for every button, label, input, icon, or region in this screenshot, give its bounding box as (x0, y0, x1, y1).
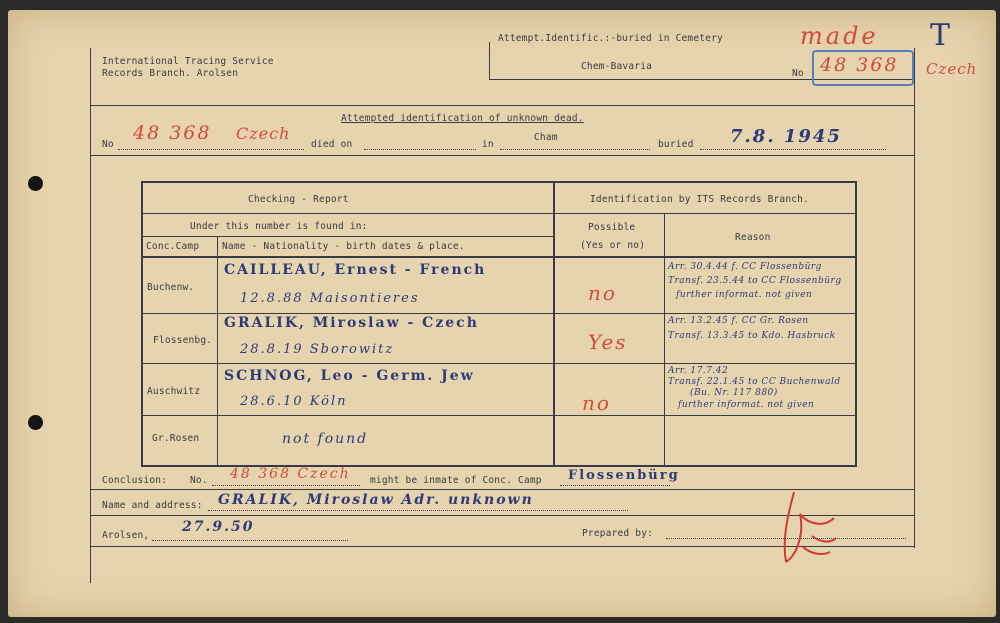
table-row-possible: no (582, 391, 611, 415)
table-row-reason2: Transf. 23.5.44 to CC Flossenbürg (668, 276, 842, 286)
record-no-label: No (102, 139, 114, 150)
conclusion-no-dots (212, 485, 360, 486)
table-row-reason3: (Bu. Nr. 117 880) (690, 388, 778, 398)
corner-letter: T (930, 18, 953, 53)
table-line-v1 (217, 236, 218, 467)
table-row-reason1: Arr. 30.4.44 f. CC Flossenbürg (668, 262, 822, 272)
table-line-h1 (141, 213, 857, 214)
arolsen-date-dots (152, 540, 348, 541)
cemetery-name: Chem-Bavaria (581, 61, 653, 72)
record-no-nationality: Czech (236, 124, 291, 143)
table-row-reason1: Arr. 13.2.45 f. CC Gr. Rosen (668, 316, 809, 326)
checking-header: Checking - Report (248, 194, 349, 205)
place-dots (500, 149, 650, 150)
conclusion-no-label: No. (190, 475, 208, 486)
in-label: in (482, 139, 494, 150)
name-address-dots (208, 510, 628, 511)
col-camp-header: Conc.Camp (146, 241, 200, 252)
org-line1: International Tracing Service (102, 56, 274, 67)
table-line-v2 (553, 181, 555, 467)
record-no-dots (118, 149, 304, 150)
conclusion-camp-dots (560, 485, 670, 486)
buried-label: buried (658, 139, 694, 150)
table-row-possible: no (588, 281, 617, 305)
table-line-h3 (141, 256, 857, 258)
page-title: Attempted identification of unknown dead. (341, 113, 584, 124)
corner-nationality: Czech (926, 60, 978, 78)
record-bottom-rule (90, 155, 915, 156)
table-row-dob: 28.6.10 Köln (240, 394, 348, 409)
table-row-name: GRALIK, Miroslaw - Czech (224, 315, 479, 331)
table-row-dob: 28.8.19 Sborowitz (240, 342, 395, 357)
died-label: died on (311, 139, 353, 150)
col-name-header: Name - Nationality - birth dates & place. (222, 241, 465, 252)
title-top-rule (90, 105, 915, 106)
table-row-reason2: Transf. 13.3.45 to Kdo. Hasbruck (668, 331, 836, 341)
arolsen-label: Arolsen, (102, 530, 150, 541)
col-reason-header: Reason (735, 232, 771, 243)
name-address-label: Name and address: (102, 500, 203, 511)
attempt-label: Attempt.Identific.:-buried in Cemetery (498, 33, 723, 44)
ident-header: Identification by ITS Records Branch. (590, 194, 810, 205)
frame-right (914, 48, 915, 548)
table-row-name: not found (282, 431, 369, 447)
table-row-name: CAILLEAU, Ernest - French (224, 262, 487, 278)
conclusion-label: Conclusion: (102, 475, 168, 486)
table-row-camp: Buchenw. (147, 282, 195, 293)
punch-hole-bottom (28, 415, 43, 430)
conclusion-no-value: 48 368 Czech (230, 466, 351, 482)
frame-left (90, 48, 91, 583)
prepared-label: Prepared by: (582, 528, 654, 539)
record-no-value: 48 368 (133, 122, 212, 144)
table-line-h4 (141, 313, 857, 314)
punch-hole-top (28, 176, 43, 191)
conclusion-text: might be inmate of Conc. Camp (370, 475, 542, 486)
table-row-camp: Flossenbg. (153, 335, 213, 346)
conclusion-camp: Flossenbürg (568, 468, 680, 483)
place-value: Cham (534, 132, 558, 143)
table-line-h2 (141, 236, 555, 237)
header-red-number: 48 368 (820, 54, 899, 76)
table-row-name: SCHNOG, Leo - Germ. Jew (224, 368, 475, 384)
red-signature (772, 484, 842, 570)
name-address-value: GRALIK, Miroslaw Adr. unknown (218, 492, 534, 508)
table-row-possible: Yes (588, 330, 628, 354)
table-line-h6 (141, 415, 857, 416)
attempt-box-left (489, 42, 490, 79)
org-line2: Records Branch. Arolsen (102, 68, 239, 79)
table-row-reason2: Transf. 22.1.45 to CC Buchenwald (668, 377, 841, 387)
table-row-reason1: Arr. 17.7.42 (668, 366, 729, 376)
table-line-v3 (664, 213, 665, 467)
buried-dots (700, 149, 886, 150)
table-row-camp: Auschwitz (147, 386, 201, 397)
made-stamp: made (800, 22, 879, 50)
table-row-camp: Gr.Rosen (152, 433, 200, 444)
col-possible-header: Possible (588, 222, 636, 233)
found-header: Under this number is found in: (190, 221, 368, 232)
table-row-reason4: further informat. not given (678, 400, 815, 410)
died-dots (364, 149, 476, 150)
table-row-dob: 12.8.88 Maisontieres (240, 291, 420, 306)
buried-value: 7.8. 1945 (730, 126, 842, 147)
table-row-reason3: further informat. not given (676, 290, 813, 300)
header-no-label: No (792, 68, 804, 79)
col-possible-sub: (Yes or no) (580, 240, 646, 251)
table-line-h5 (141, 363, 857, 364)
footer-date: 27.9.50 (182, 519, 255, 535)
